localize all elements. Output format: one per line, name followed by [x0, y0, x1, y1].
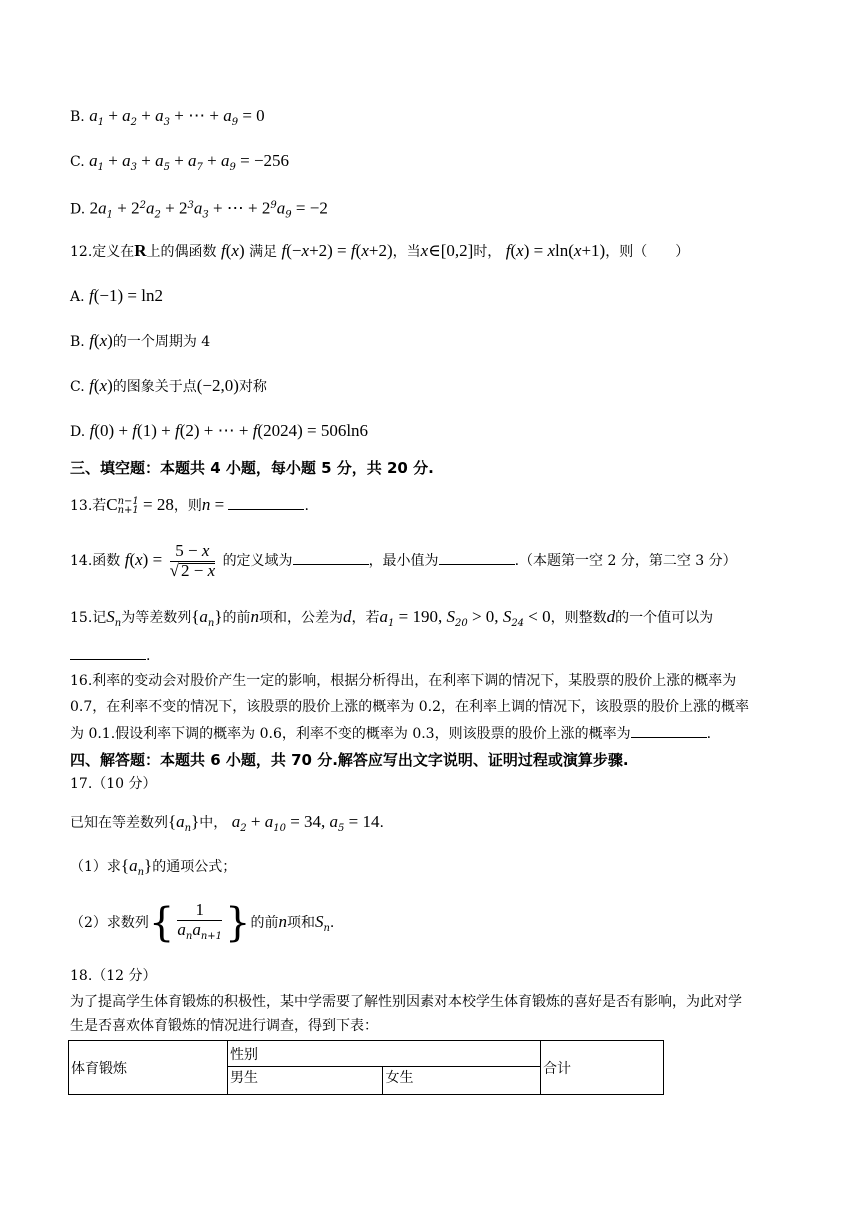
question-17-part-2: （2）求数列{ $\frac{1}{a_na_{n+1}}$ }的前n项和$S_n$.	[70, 899, 335, 946]
question-17-header: 17.（10 分）	[70, 776, 157, 792]
question-13: 13.若C n−1 n+1 = 28，则n = .	[70, 495, 309, 516]
question-16-line-2: 0.7，在利率不变的情况下，该股票的股价上涨的概率为 0.2，在利率上调的情况下，该股票的股价上涨的概率	[70, 699, 749, 715]
answer-blank-16[interactable]	[631, 723, 707, 738]
option-12a: A. f(−1) = ln2	[70, 286, 163, 305]
answer-blank-14a[interactable]	[293, 550, 369, 565]
header-sport: 体育锻炼	[69, 1041, 228, 1095]
question-18-line-1: 为了提高学生体育锻炼的积极性，某中学需要了解性别因素对本校学生体育锻炼的喜好是否有影响，为此对学	[70, 994, 742, 1010]
question-17-stem: 已知在等差数列$\{a_n\}$中， $a_2 + a_{10} = 34$, $a_5 = 14$.	[70, 812, 384, 834]
question-14: 14.函数 f(x) = $\frac{5 - x}{√ 2 - x}$ 的定义域为 ，最小值为 .（本题第一空 2 分，第二空 3 分）	[70, 540, 737, 580]
header-female: 女生	[383, 1067, 541, 1095]
section-3-title: 三、填空题：本题共 4 小题，每小题 5 分，共 20 分.	[70, 459, 434, 477]
option-12b: B. f(x)的一个周期为 4	[70, 331, 211, 350]
answer-blank-13[interactable]	[228, 495, 304, 510]
option-11b: B. $a_1 + a_2 + a_3$ + ⋯ + $a_9 = 0$	[70, 106, 265, 128]
answer-blank-14b[interactable]	[439, 550, 515, 565]
answer-blank-15[interactable]	[70, 645, 146, 660]
question-17-part-1: （1）求$\{a_n\}$的通项公式；	[70, 856, 237, 878]
question-15: 15.记$S_n$为等差数列$\{a_n\}$的前n项和，公差为d，若$a_1 = 190$, $S_{20} > 0$, $S_{24} < 0$，则整数d的一个值可以为	[70, 607, 714, 629]
question-15-blank-line: .	[70, 645, 150, 666]
survey-table	[68, 1040, 664, 1095]
question-12: 12.定义在R上的偶函数 f(x) 满足 f(−x+2) = f(x+2)，当x∈[0,2]时， f(x) = xln(x+1)，则（ ）	[70, 241, 690, 260]
question-18-line-2: 生是否喜欢体育锻炼的情况进行调查，得到下表：	[70, 1018, 378, 1034]
option-11c: C. $a_1 + a_3 + a_5 + a_7 + a_9 = -256$	[70, 151, 290, 173]
section-4-title: 四、解答题：本题共 6 小题，共 70 分.解答应写出文字说明、证明过程或演算步骤.	[70, 751, 629, 769]
option-12c: C. f(x)的图象关于点(−2,0)对称	[70, 376, 267, 395]
option-12d: D. f(0) + f(1) + f(2) + ⋯ + f(2024) = 506ln6	[70, 421, 369, 440]
header-total: 合计	[541, 1041, 664, 1095]
option-11d: D. $2a_1 + 2^2a_2 + 2^3a_3$ + ⋯ + $2^9a_9 = -2$	[70, 198, 328, 221]
question-18-header: 18.（12 分）	[70, 968, 157, 984]
question-16-line-3: 为 0.1.假设利率下调的概率为 0.6，利率不变的概率为 0.3，则该股票的股价上涨的概率为 .	[70, 723, 711, 744]
header-gender: 性别	[228, 1041, 541, 1067]
header-male: 男生	[228, 1067, 383, 1095]
question-16-line-1: 16.利率的变动会对股价产生一定的影响，根据分析得出，在利率下调的情况下，某股票的股价上涨的概率为	[70, 673, 737, 689]
